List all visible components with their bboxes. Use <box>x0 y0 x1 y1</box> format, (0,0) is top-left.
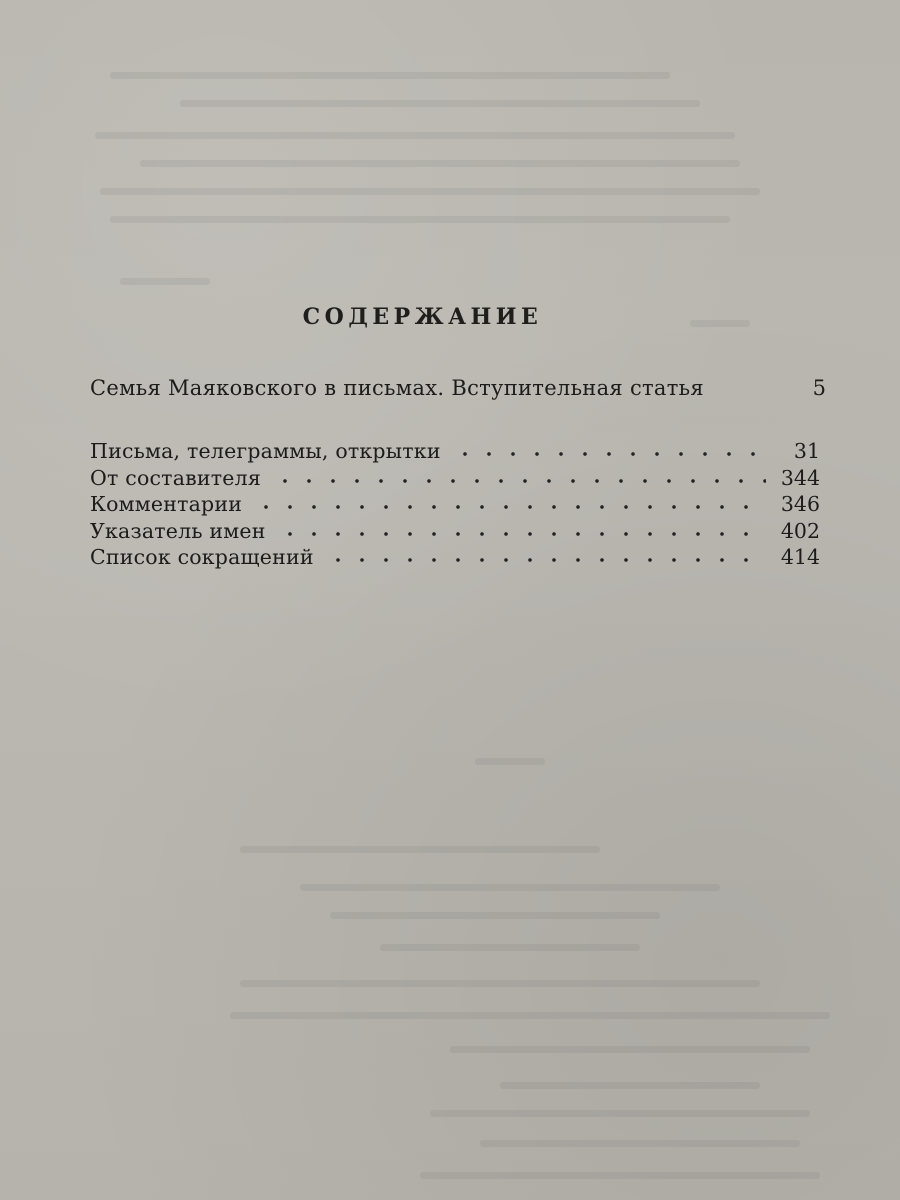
contents-heading: СОДЕРЖАНИЕ <box>302 304 543 330</box>
toc-entry <box>90 436 820 463</box>
dot-leader <box>326 542 766 564</box>
dot-leader <box>278 516 766 538</box>
dot-leader <box>254 489 766 511</box>
toc-entry <box>90 463 820 490</box>
toc-entry-title: Письма, телеграммы, открытки <box>90 439 441 463</box>
toc-intro-row <box>90 376 830 400</box>
toc-entry-page: 402 <box>780 518 820 543</box>
dot-leader <box>273 463 766 485</box>
toc-entry-title: Комментарии <box>90 492 243 516</box>
toc-entry <box>90 542 820 569</box>
toc-entry-page: 414 <box>780 545 820 569</box>
toc-entry-page: 346 <box>780 492 820 516</box>
toc-entry <box>90 516 820 543</box>
dot-leader <box>453 436 766 458</box>
toc-list <box>90 436 820 569</box>
toc-intro-page: 5 <box>812 376 826 400</box>
toc-entry-title: От составителя <box>90 465 261 490</box>
toc-entry <box>90 489 820 516</box>
toc-intro-title: Семья Маяковского в письмах. Вступительная статья <box>90 376 704 400</box>
toc-entry-page: 344 <box>780 465 820 490</box>
toc-entry-page: 31 <box>793 439 820 463</box>
toc-entry-title: Указатель имен <box>90 518 266 543</box>
toc-entry-title: Список сокращений <box>90 545 314 569</box>
